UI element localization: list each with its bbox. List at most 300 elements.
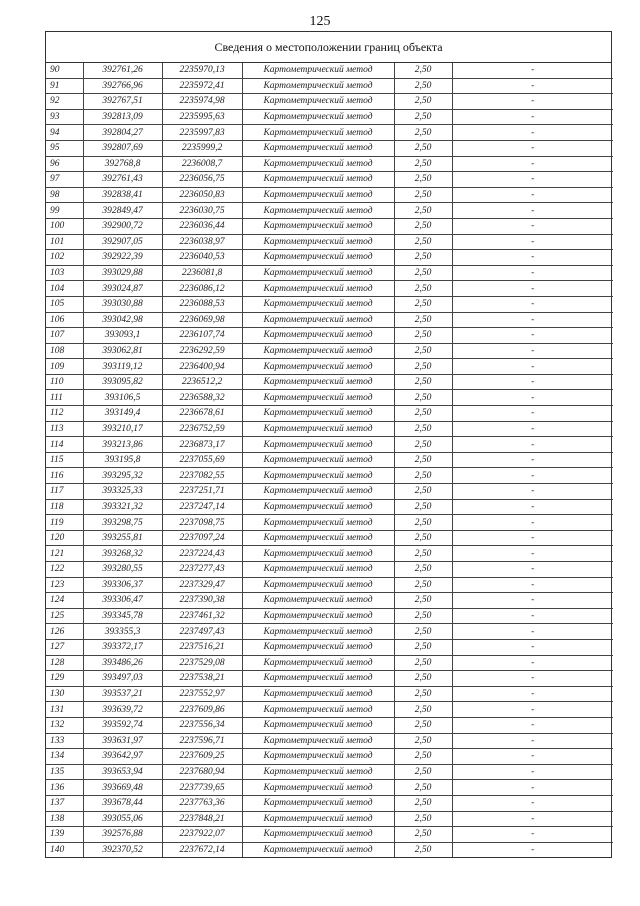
y-coordinate-cell: 2237680,94 [162, 764, 242, 780]
description-cell: - [452, 764, 613, 780]
description-cell: - [452, 655, 613, 671]
y-coordinate-cell: 2236040,53 [162, 250, 242, 266]
point-number-cell: 127 [46, 639, 83, 655]
table-row [46, 452, 613, 468]
point-number-cell: 126 [46, 624, 83, 640]
table-row [46, 234, 613, 250]
coordinates-table-body [46, 63, 613, 857]
table-row [46, 639, 613, 655]
accuracy-cell: 2,50 [394, 187, 452, 203]
method-cell: Картометрический метод [242, 359, 394, 375]
point-number-cell: 130 [46, 686, 83, 702]
accuracy-cell: 2,50 [394, 780, 452, 796]
y-coordinate-cell: 2236873,17 [162, 437, 242, 453]
table-row [46, 94, 613, 110]
y-coordinate-cell: 2236038,97 [162, 234, 242, 250]
accuracy-cell: 2,50 [394, 842, 452, 857]
accuracy-cell: 2,50 [394, 593, 452, 609]
accuracy-cell: 2,50 [394, 94, 452, 110]
x-coordinate-cell: 393321,32 [83, 499, 162, 515]
method-cell: Картометрический метод [242, 686, 394, 702]
accuracy-cell: 2,50 [394, 125, 452, 141]
point-number-cell: 119 [46, 515, 83, 531]
accuracy-cell: 2,50 [394, 702, 452, 718]
point-number-cell: 121 [46, 546, 83, 562]
method-cell: Картометрический метод [242, 562, 394, 578]
method-cell: Картометрический метод [242, 608, 394, 624]
description-cell: - [452, 484, 613, 500]
x-coordinate-cell: 393486,26 [83, 655, 162, 671]
table-row [46, 172, 613, 188]
description-cell: - [452, 468, 613, 484]
x-coordinate-cell: 392849,47 [83, 203, 162, 219]
table-row [46, 421, 613, 437]
description-cell: - [452, 452, 613, 468]
accuracy-cell: 2,50 [394, 671, 452, 687]
x-coordinate-cell: 392767,51 [83, 94, 162, 110]
method-cell: Картометрический метод [242, 484, 394, 500]
accuracy-cell: 2,50 [394, 530, 452, 546]
table-row [46, 515, 613, 531]
point-number-cell: 90 [46, 63, 83, 78]
description-cell: - [452, 140, 613, 156]
table-row [46, 187, 613, 203]
description-cell: - [452, 156, 613, 172]
description-cell: - [452, 218, 613, 234]
method-cell: Картометрический метод [242, 125, 394, 141]
y-coordinate-cell: 2237739,65 [162, 780, 242, 796]
point-number-cell: 116 [46, 468, 83, 484]
method-cell: Картометрический метод [242, 764, 394, 780]
x-coordinate-cell: 392922,39 [83, 250, 162, 266]
table-row [46, 312, 613, 328]
x-coordinate-cell: 393119,12 [83, 359, 162, 375]
y-coordinate-cell: 2237538,21 [162, 671, 242, 687]
description-cell: - [452, 203, 613, 219]
accuracy-cell: 2,50 [394, 281, 452, 297]
y-coordinate-cell: 2236400,94 [162, 359, 242, 375]
description-cell: - [452, 562, 613, 578]
x-coordinate-cell: 392838,41 [83, 187, 162, 203]
description-cell: - [452, 312, 613, 328]
point-number-cell: 92 [46, 94, 83, 110]
point-number-cell: 105 [46, 296, 83, 312]
point-number-cell: 96 [46, 156, 83, 172]
table-row [46, 795, 613, 811]
y-coordinate-cell: 2236512,2 [162, 374, 242, 390]
y-coordinate-cell: 2235972,41 [162, 78, 242, 94]
point-number-cell: 125 [46, 608, 83, 624]
accuracy-cell: 2,50 [394, 686, 452, 702]
description-cell: - [452, 281, 613, 297]
description-cell: - [452, 593, 613, 609]
description-cell: - [452, 172, 613, 188]
y-coordinate-cell: 2237848,21 [162, 811, 242, 827]
method-cell: Картометрический метод [242, 172, 394, 188]
accuracy-cell: 2,50 [394, 265, 452, 281]
point-number-cell: 100 [46, 218, 83, 234]
method-cell: Картометрический метод [242, 312, 394, 328]
table-row [46, 780, 613, 796]
table-row [46, 624, 613, 640]
y-coordinate-cell: 2237556,34 [162, 717, 242, 733]
table-row [46, 265, 613, 281]
description-cell: - [452, 515, 613, 531]
x-coordinate-cell: 393306,47 [83, 593, 162, 609]
table-row [46, 671, 613, 687]
table-row [46, 702, 613, 718]
x-coordinate-cell: 393093,1 [83, 328, 162, 344]
point-number-cell: 135 [46, 764, 83, 780]
point-number-cell: 139 [46, 827, 83, 843]
point-number-cell: 99 [46, 203, 83, 219]
table-row [46, 484, 613, 500]
table-row [46, 343, 613, 359]
x-coordinate-cell: 393029,88 [83, 265, 162, 281]
x-coordinate-cell: 392907,05 [83, 234, 162, 250]
x-coordinate-cell: 393372,17 [83, 639, 162, 655]
table-row [46, 562, 613, 578]
accuracy-cell: 2,50 [394, 624, 452, 640]
method-cell: Картометрический метод [242, 780, 394, 796]
y-coordinate-cell: 2237516,21 [162, 639, 242, 655]
y-coordinate-cell: 2236036,44 [162, 218, 242, 234]
description-cell: - [452, 343, 613, 359]
table-row [46, 203, 613, 219]
x-coordinate-cell: 393325,33 [83, 484, 162, 500]
table-row [46, 608, 613, 624]
accuracy-cell: 2,50 [394, 717, 452, 733]
point-number-cell: 111 [46, 390, 83, 406]
method-cell: Картометрический метод [242, 593, 394, 609]
accuracy-cell: 2,50 [394, 140, 452, 156]
table-row [46, 406, 613, 422]
x-coordinate-cell: 393631,97 [83, 733, 162, 749]
table-row [46, 328, 613, 344]
y-coordinate-cell: 2237277,43 [162, 562, 242, 578]
accuracy-cell: 2,50 [394, 468, 452, 484]
method-cell: Картометрический метод [242, 437, 394, 453]
accuracy-cell: 2,50 [394, 546, 452, 562]
description-cell: - [452, 374, 613, 390]
method-cell: Картометрический метод [242, 842, 394, 857]
y-coordinate-cell: 2237497,43 [162, 624, 242, 640]
table-row [46, 717, 613, 733]
point-number-cell: 138 [46, 811, 83, 827]
table-row [46, 374, 613, 390]
accuracy-cell: 2,50 [394, 406, 452, 422]
y-coordinate-cell: 2236056,75 [162, 172, 242, 188]
description-cell: - [452, 125, 613, 141]
x-coordinate-cell: 392576,88 [83, 827, 162, 843]
accuracy-cell: 2,50 [394, 203, 452, 219]
coordinates-sheet [45, 31, 612, 858]
x-coordinate-cell: 393653,94 [83, 764, 162, 780]
y-coordinate-cell: 2237461,32 [162, 608, 242, 624]
x-coordinate-cell: 392807,69 [83, 140, 162, 156]
accuracy-cell: 2,50 [394, 234, 452, 250]
method-cell: Картометрический метод [242, 63, 394, 78]
method-cell: Картометрический метод [242, 515, 394, 531]
y-coordinate-cell: 2236088,53 [162, 296, 242, 312]
point-number-cell: 106 [46, 312, 83, 328]
method-cell: Картометрический метод [242, 499, 394, 515]
x-coordinate-cell: 393497,03 [83, 671, 162, 687]
point-number-cell: 136 [46, 780, 83, 796]
accuracy-cell: 2,50 [394, 827, 452, 843]
description-cell: - [452, 63, 613, 78]
method-cell: Картометрический метод [242, 265, 394, 281]
description-cell: - [452, 749, 613, 765]
description-cell: - [452, 78, 613, 94]
point-number-cell: 107 [46, 328, 83, 344]
description-cell: - [452, 234, 613, 250]
x-coordinate-cell: 392761,26 [83, 63, 162, 78]
method-cell: Картометрический метод [242, 717, 394, 733]
method-cell: Картометрический метод [242, 702, 394, 718]
y-coordinate-cell: 2236008,7 [162, 156, 242, 172]
x-coordinate-cell: 393024,87 [83, 281, 162, 297]
y-coordinate-cell: 2237097,24 [162, 530, 242, 546]
accuracy-cell: 2,50 [394, 343, 452, 359]
method-cell: Картометрический метод [242, 390, 394, 406]
x-coordinate-cell: 393030,88 [83, 296, 162, 312]
description-cell: - [452, 421, 613, 437]
description-cell: - [452, 187, 613, 203]
point-number-cell: 140 [46, 842, 83, 857]
y-coordinate-cell: 2236050,83 [162, 187, 242, 203]
x-coordinate-cell: 392900,72 [83, 218, 162, 234]
method-cell: Картометрический метод [242, 827, 394, 843]
method-cell: Картометрический метод [242, 546, 394, 562]
point-number-cell: 118 [46, 499, 83, 515]
table-row [46, 125, 613, 141]
description-cell: - [452, 250, 613, 266]
description-cell: - [452, 717, 613, 733]
table-row [46, 63, 613, 78]
table-row [46, 499, 613, 515]
method-cell: Картометрический метод [242, 281, 394, 297]
accuracy-cell: 2,50 [394, 515, 452, 531]
description-cell: - [452, 109, 613, 125]
accuracy-cell: 2,50 [394, 733, 452, 749]
y-coordinate-cell: 2237922,07 [162, 827, 242, 843]
description-cell: - [452, 639, 613, 655]
x-coordinate-cell: 393669,48 [83, 780, 162, 796]
description-cell: - [452, 827, 613, 843]
x-coordinate-cell: 393639,72 [83, 702, 162, 718]
accuracy-cell: 2,50 [394, 312, 452, 328]
x-coordinate-cell: 393280,55 [83, 562, 162, 578]
method-cell: Картометрический метод [242, 530, 394, 546]
table-row [46, 281, 613, 297]
point-number-cell: 97 [46, 172, 83, 188]
x-coordinate-cell: 393642,97 [83, 749, 162, 765]
description-cell: - [452, 296, 613, 312]
accuracy-cell: 2,50 [394, 218, 452, 234]
method-cell: Картометрический метод [242, 421, 394, 437]
table-row [46, 842, 613, 857]
accuracy-cell: 2,50 [394, 156, 452, 172]
coordinates-table [46, 63, 613, 857]
point-number-cell: 117 [46, 484, 83, 500]
x-coordinate-cell: 392766,96 [83, 78, 162, 94]
method-cell: Картометрический метод [242, 671, 394, 687]
method-cell: Картометрический метод [242, 749, 394, 765]
y-coordinate-cell: 2236678,61 [162, 406, 242, 422]
method-cell: Картометрический метод [242, 733, 394, 749]
table-row [46, 593, 613, 609]
accuracy-cell: 2,50 [394, 484, 452, 500]
y-coordinate-cell: 2237390,38 [162, 593, 242, 609]
accuracy-cell: 2,50 [394, 749, 452, 765]
method-cell: Картометрический метод [242, 468, 394, 484]
table-row [46, 156, 613, 172]
y-coordinate-cell: 2237529,08 [162, 655, 242, 671]
point-number-cell: 137 [46, 795, 83, 811]
point-number-cell: 131 [46, 702, 83, 718]
table-row [46, 250, 613, 266]
point-number-cell: 128 [46, 655, 83, 671]
accuracy-cell: 2,50 [394, 390, 452, 406]
table-row [46, 733, 613, 749]
table-row [46, 468, 613, 484]
accuracy-cell: 2,50 [394, 608, 452, 624]
y-coordinate-cell: 2237672,14 [162, 842, 242, 857]
point-number-cell: 110 [46, 374, 83, 390]
page-number: 125 [309, 14, 331, 29]
table-row [46, 218, 613, 234]
method-cell: Картометрический метод [242, 218, 394, 234]
point-number-cell: 133 [46, 733, 83, 749]
method-cell: Картометрический метод [242, 624, 394, 640]
table-row [46, 296, 613, 312]
description-cell: - [452, 437, 613, 453]
y-coordinate-cell: 2236588,32 [162, 390, 242, 406]
description-cell: - [531, 844, 535, 855]
description-cell: - [452, 546, 613, 562]
point-number-cell: 120 [46, 530, 83, 546]
y-coordinate-cell: 2237224,43 [162, 546, 242, 562]
method-cell: Картометрический метод [242, 655, 394, 671]
x-coordinate-cell: 393298,75 [83, 515, 162, 531]
description-cell: - [452, 94, 613, 110]
method-cell: Картометрический метод [242, 577, 394, 593]
point-number-cell: 114 [46, 437, 83, 453]
point-number-cell: 132 [46, 717, 83, 733]
point-number-cell: 98 [46, 187, 83, 203]
point-number-cell: 112 [46, 406, 83, 422]
table-row [46, 655, 613, 671]
method-cell: Картометрический метод [242, 140, 394, 156]
table-row [46, 811, 613, 827]
y-coordinate-cell: 2235970,13 [162, 63, 242, 78]
method-cell: Картометрический метод [242, 203, 394, 219]
table-row [46, 827, 613, 843]
table-row [46, 530, 613, 546]
y-coordinate-cell: 2237763,36 [162, 795, 242, 811]
method-cell: Картометрический метод [242, 406, 394, 422]
method-cell: Картометрический метод [242, 187, 394, 203]
accuracy-cell: 2,50 [394, 250, 452, 266]
x-coordinate-cell: 392804,27 [83, 125, 162, 141]
method-cell: Картометрический метод [242, 78, 394, 94]
description-cell: - [452, 671, 613, 687]
y-coordinate-cell: 2236081,8 [162, 265, 242, 281]
x-coordinate-cell: 393055,06 [83, 811, 162, 827]
table-row [46, 78, 613, 94]
table-row [46, 546, 613, 562]
x-coordinate-cell: 393213,86 [83, 437, 162, 453]
x-coordinate-cell: 393042,98 [83, 312, 162, 328]
description-cell: - [452, 359, 613, 375]
x-coordinate-cell: 393537,21 [83, 686, 162, 702]
y-coordinate-cell: 2237609,86 [162, 702, 242, 718]
y-coordinate-cell: 2235974,98 [162, 94, 242, 110]
description-cell: - [452, 795, 613, 811]
y-coordinate-cell: 2236069,98 [162, 312, 242, 328]
description-cell: - [452, 530, 613, 546]
accuracy-cell: 2,50 [394, 795, 452, 811]
point-number-cell: 122 [46, 562, 83, 578]
accuracy-cell: 2,50 [394, 655, 452, 671]
description-cell: - [452, 702, 613, 718]
point-number-cell: 94 [46, 125, 83, 141]
point-number-cell: 129 [46, 671, 83, 687]
accuracy-cell: 2,50 [394, 639, 452, 655]
point-number-cell: 102 [46, 250, 83, 266]
point-number-cell: 91 [46, 78, 83, 94]
table-row [46, 686, 613, 702]
accuracy-cell: 2,50 [394, 109, 452, 125]
description-cell: - [452, 265, 613, 281]
accuracy-cell: 2,50 [394, 437, 452, 453]
table-row [46, 764, 613, 780]
y-coordinate-cell: 2235995,63 [162, 109, 242, 125]
method-cell: Картометрический метод [242, 328, 394, 344]
description-cell: - [452, 608, 613, 624]
y-coordinate-cell: 2237329,47 [162, 577, 242, 593]
y-coordinate-cell: 2236030,75 [162, 203, 242, 219]
y-coordinate-cell: 2236086,12 [162, 281, 242, 297]
y-coordinate-cell: 2237251,71 [162, 484, 242, 500]
x-coordinate-cell: 393095,82 [83, 374, 162, 390]
y-coordinate-cell: 2235999,2 [162, 140, 242, 156]
description-cell: - [452, 577, 613, 593]
table-row [46, 109, 613, 125]
x-coordinate-cell: 393678,44 [83, 795, 162, 811]
accuracy-cell: 2,50 [394, 764, 452, 780]
x-coordinate-cell: 393345,78 [83, 608, 162, 624]
table-row [46, 390, 613, 406]
method-cell: Картометрический метод [242, 94, 394, 110]
x-coordinate-cell: 393268,32 [83, 546, 162, 562]
x-coordinate-cell: 393149,4 [83, 406, 162, 422]
x-coordinate-cell: 393195,8 [83, 452, 162, 468]
accuracy-cell: 2,50 [394, 63, 452, 78]
accuracy-cell: 2,50 [394, 421, 452, 437]
y-coordinate-cell: 2237609,25 [162, 749, 242, 765]
x-coordinate-cell: 393255,81 [83, 530, 162, 546]
x-coordinate-cell: 393592,74 [83, 717, 162, 733]
section-title: Сведения о местоположении границ объекта [46, 32, 611, 63]
point-number-cell: 101 [46, 234, 83, 250]
point-number-cell: 113 [46, 421, 83, 437]
table-row [46, 359, 613, 375]
table-row [46, 140, 613, 156]
table-row [46, 749, 613, 765]
x-coordinate-cell: 392761,43 [83, 172, 162, 188]
